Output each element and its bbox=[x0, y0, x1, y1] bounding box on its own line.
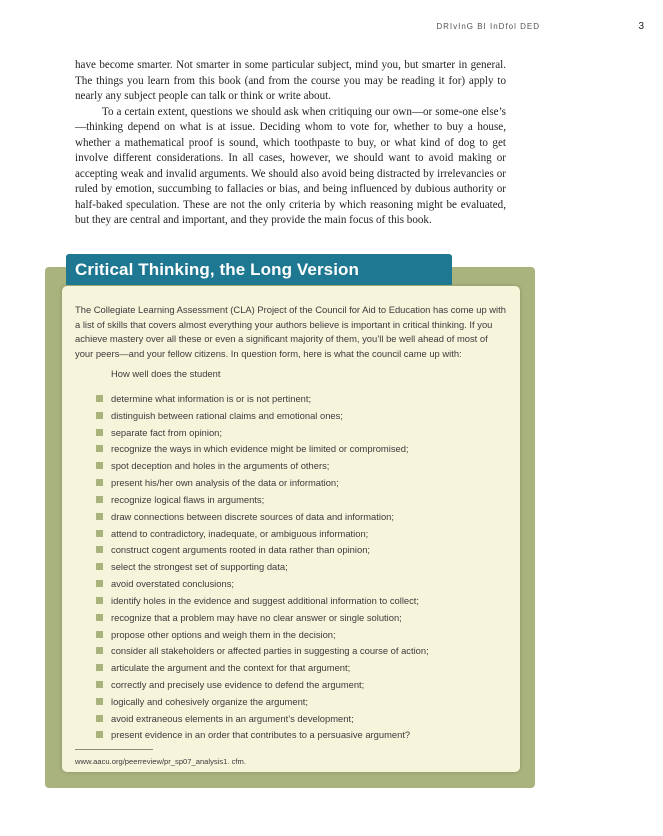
square-bullet-icon bbox=[96, 479, 103, 486]
list-item-text: recognize logical flaws in arguments; bbox=[111, 493, 265, 505]
square-bullet-icon bbox=[96, 395, 103, 402]
list-item-text: avoid extraneous elements in an argument’s development; bbox=[111, 712, 354, 724]
list-item-text: determine what information is or is not pertinent; bbox=[111, 392, 312, 404]
sidebar-title-tab bbox=[66, 254, 452, 285]
list-item bbox=[96, 558, 429, 575]
square-bullet-icon bbox=[96, 513, 103, 520]
list-item bbox=[96, 525, 429, 542]
list-item bbox=[96, 407, 429, 424]
list-item-text: attend to contradictory, inadequate, or ambiguous information; bbox=[111, 527, 369, 539]
sidebar-lead: How well does the student bbox=[111, 368, 221, 379]
list-item bbox=[96, 659, 429, 676]
list-item bbox=[96, 693, 429, 710]
list-item bbox=[96, 491, 429, 508]
square-bullet-icon bbox=[96, 597, 103, 604]
list-item-text: propose other options and weigh them in the decision; bbox=[111, 628, 336, 640]
list-item-text: correctly and precisely use evidence to defend the argument; bbox=[111, 678, 365, 690]
square-bullet-icon bbox=[96, 546, 103, 553]
list-item bbox=[96, 592, 429, 609]
square-bullet-icon bbox=[96, 731, 103, 738]
list-item bbox=[96, 474, 429, 491]
square-bullet-icon bbox=[96, 664, 103, 671]
list-item-text: recognize that a problem may have no clear answer or single solution; bbox=[111, 611, 402, 623]
list-item-text: distinguish between rational claims and emotional ones; bbox=[111, 409, 343, 421]
list-item-text: spot deception and holes in the arguments of others; bbox=[111, 460, 330, 472]
list-item bbox=[96, 575, 429, 592]
running-head: DRIvInG BI InDfol DED bbox=[436, 22, 540, 31]
sidebar-title: Critical Thinking, the Long Version bbox=[75, 259, 360, 279]
list-item bbox=[96, 642, 429, 659]
square-bullet-icon bbox=[96, 580, 103, 587]
list-item-text: construct cogent arguments rooted in data rather than opinion; bbox=[111, 544, 371, 556]
square-bullet-icon bbox=[96, 647, 103, 654]
list-item-text: articulate the argument and the context for that argument; bbox=[111, 662, 351, 674]
square-bullet-icon bbox=[96, 698, 103, 705]
list-item bbox=[96, 541, 429, 558]
skills-list bbox=[96, 390, 429, 743]
sidebar-intro: The Collegiate Learning Assessment (CLA) Project of the Council for Aid to Education has come up with a list of skills that covers almost everything your authors believe is important in critical thinking. If you achieve mastery over all these or even a significant majority of them, you’ll be well ahead of most of your peers—and your fellow citizens. In question form, here is what the council came up with: bbox=[75, 304, 506, 359]
list-item-text: select the strongest set of supporting data; bbox=[111, 561, 288, 573]
square-bullet-icon bbox=[96, 614, 103, 621]
list-item-text: present his/her own analysis of the data or information; bbox=[111, 477, 339, 489]
list-item-text: present evidence in an order that contributes to a persuasive argument? bbox=[111, 729, 411, 741]
square-bullet-icon bbox=[96, 631, 103, 638]
list-item bbox=[96, 609, 429, 626]
list-item bbox=[96, 676, 429, 693]
page-number: 3 bbox=[638, 21, 644, 32]
list-item-text: recognize the ways in which evidence might be limited or compromised; bbox=[111, 443, 409, 455]
footnote: www.aacu.org/peerreview/pr_sp07_analysis1. cfm. bbox=[75, 757, 246, 766]
body-paragraph-1: have become smarter. Not smarter in some particular subject, mind you, but smarter in general. The things you learn from this book (and from the course you may be reading it for) apply to nearly any subject people can talk or think or write about. bbox=[75, 59, 506, 102]
list-item bbox=[96, 457, 429, 474]
body-text bbox=[75, 58, 506, 229]
list-item bbox=[96, 508, 429, 525]
square-bullet-icon bbox=[96, 445, 103, 452]
list-item-text: draw connections between discrete sources of data and information; bbox=[111, 510, 394, 522]
square-bullet-icon bbox=[96, 715, 103, 722]
square-bullet-icon bbox=[96, 412, 103, 419]
list-item bbox=[96, 424, 429, 441]
square-bullet-icon bbox=[96, 530, 103, 537]
list-item bbox=[96, 440, 429, 457]
list-item bbox=[96, 626, 429, 643]
square-bullet-icon bbox=[96, 496, 103, 503]
list-item bbox=[96, 710, 429, 727]
square-bullet-icon bbox=[96, 681, 103, 688]
list-item-text: identify holes in the evidence and suggest additional information to collect; bbox=[111, 594, 420, 606]
square-bullet-icon bbox=[96, 462, 103, 469]
list-item-text: logically and cohesively organize the argument; bbox=[111, 695, 308, 707]
square-bullet-icon bbox=[96, 563, 103, 570]
list-item-text: consider all stakeholders or affected parties in suggesting a course of action; bbox=[111, 645, 429, 657]
square-bullet-icon bbox=[96, 429, 103, 436]
body-paragraph-2: To a certain extent, questions we should ask when critiquing our own—or some-one else’s—thinking depend on what is at issue. Deciding whom to vote for, whether to buy a house, whether a mathematical proof is sound, which toothpaste to buy, or what kind of dog to get involve different considerations. In all cases, however, we should want to avoid making or accepting weak and invalid arguments. We should also avoid being distracted by irrelevancies or ruled by emotion, succumbing to fallacies or bias, and being influenced by dubious authority or half-baked speculation. These are not the only criteria by which reasoning might be evaluated, but they are central and important, and they provide the main focus of this book. bbox=[75, 105, 506, 226]
footnote-rule bbox=[75, 749, 153, 750]
list-item bbox=[96, 390, 429, 407]
list-item-text: separate fact from opinion; bbox=[111, 426, 222, 438]
list-item bbox=[96, 727, 429, 744]
list-item-text: avoid overstated conclusions; bbox=[111, 578, 234, 590]
